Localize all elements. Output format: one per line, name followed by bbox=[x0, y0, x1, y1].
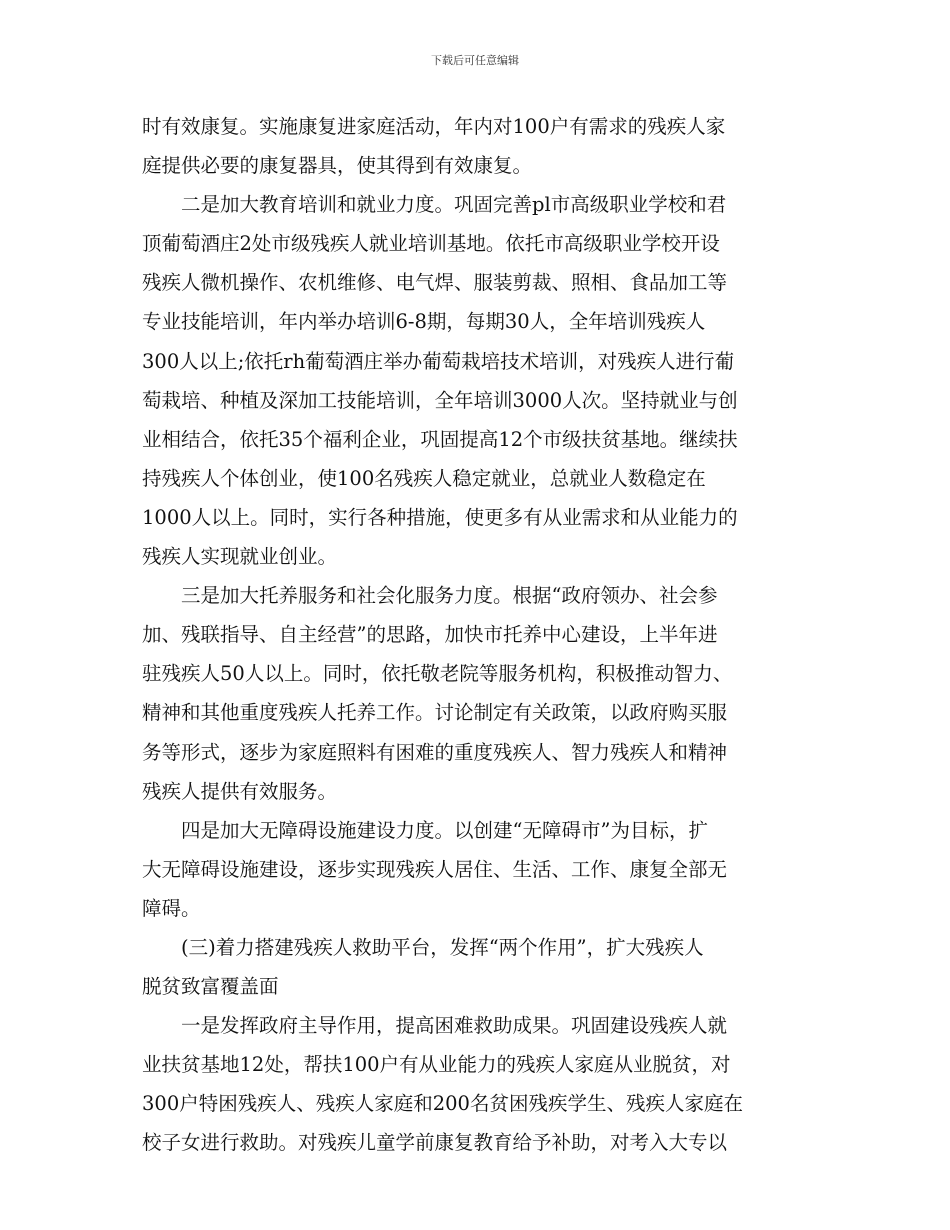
text-line: 专业技能培训，年内举办培训6-8期，每期30人，全年培训残疾人 bbox=[142, 310, 706, 334]
text-line: 大无障碍设施建设，逐步实现残疾人居住、生活、工作、康复全部无 bbox=[142, 857, 728, 881]
text-line: 脱贫致富覆盖面 bbox=[142, 975, 279, 999]
text-line: 残疾人实现就业创业。 bbox=[142, 545, 338, 569]
text-line: 业相结合，依托35个福利企业，巩固提高12个市级扶贫基地。继续扶 bbox=[142, 427, 738, 451]
text-line: 萄栽培、种植及深加工技能培训，全年培训3000人次。坚持就业与创 bbox=[142, 388, 738, 412]
text-line: 庭提供必要的康复器具，使其得到有效康复。 bbox=[142, 154, 533, 178]
text-line: 顶葡萄酒庄2处市级残疾人就业培训基地。依托市高级职业学校开设 bbox=[142, 232, 720, 256]
text-line: 一是发挥政府主导作用，提高困难救助成果。巩固建设残疾人就 bbox=[142, 1014, 728, 1038]
text-line: (三)着力搭建残疾人救助平台，发挥“两个作用”，扩大残疾人 bbox=[142, 935, 704, 959]
text-line: 校子女进行救助。对残疾儿童学前康复教育给予补助，对考入大专以 bbox=[142, 1131, 728, 1155]
text-line: 业扶贫基地12处，帮扶100户有从业能力的残疾人家庭从业脱贫，对 bbox=[142, 1053, 731, 1077]
page-header: 下载后可任意编辑 bbox=[431, 54, 519, 67]
text-line: 二是加大教育培训和就业力度。巩固完善pl市高级职业学校和君 bbox=[142, 193, 727, 217]
text-line: 四是加大无障碍设施建设力度。以创建“无障碍市”为目标，扩 bbox=[142, 818, 708, 842]
document-body bbox=[142, 107, 810, 1163]
text-line: 务等形式，逐步为家庭照料有困难的重度残疾人、智力残疾人和精神 bbox=[142, 740, 728, 764]
text-line: 残疾人微机操作、农机维修、电气焊、服装剪裁、照相、食品加工等 bbox=[142, 271, 728, 295]
text-line: 障碍。 bbox=[142, 896, 201, 920]
text-line: 三是加大托养服务和社会化服务力度。根据“政府领办、社会参 bbox=[142, 584, 718, 608]
text-line: 300人以上;依托rh葡萄酒庄举办葡萄栽培技术培训，对残疾人进行葡 bbox=[142, 349, 735, 373]
text-line: 精神和其他重度残疾人托养工作。讨论制定有关政策，以政府购买服 bbox=[142, 701, 728, 725]
text-line: 300户特困残疾人、残疾人家庭和200名贫困残疾学生、残疾人家庭在 bbox=[142, 1092, 743, 1116]
text-line: 加、残联指导、自主经营”的思路，加快市托养中心建设，上半年进 bbox=[142, 623, 718, 647]
text-line: 时有效康复。实施康复进家庭活动，年内对100户有需求的残疾人家 bbox=[142, 115, 726, 138]
text-line: 1000人以上。同时，实行各种措施，使更多有从业需求和从业能力的 bbox=[142, 505, 738, 529]
text-line: 驻残疾人50人以上。同时，依托敬老院等服务机构，积极推动智力、 bbox=[142, 662, 733, 686]
text-line: 持残疾人个体创业，使100名残疾人稳定就业，总就业人数稳定在 bbox=[142, 466, 706, 490]
text-line: 残疾人提供有效服务。 bbox=[142, 779, 338, 803]
